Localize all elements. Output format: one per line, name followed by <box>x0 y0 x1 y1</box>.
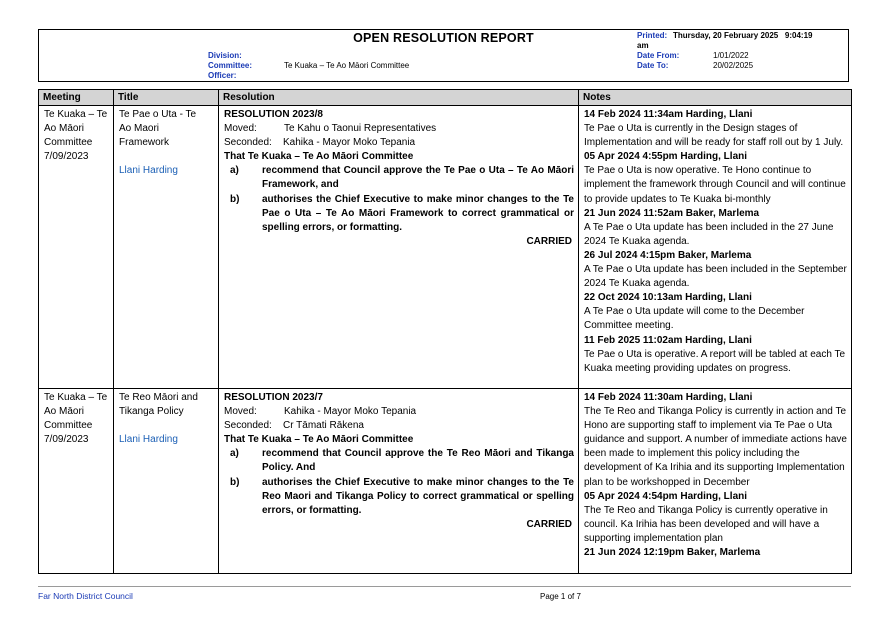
officer-label: Officer: <box>208 71 237 80</box>
note-heading: 14 Feb 2024 11:34am Harding, Llani <box>584 109 753 120</box>
resolution-item: authorises the Chief Executive to make minor changes to the Te Pae o Uta – Te Ao Māori Framework to correct grammatical or spelling errors, or formatting. <box>262 193 574 233</box>
resolution-outcome: CARRIED <box>526 235 572 247</box>
meeting-cell <box>39 106 114 389</box>
note-heading: 14 Feb 2024 11:30am Harding, Llani <box>584 392 753 403</box>
note-body: A Te Pae o Uta update has been included in the September 2024 Te Kuaka agenda. <box>584 264 847 290</box>
resolution-preamble: That Te Kuaka – Te Ao Māori Committee <box>224 151 414 163</box>
moved-value: Kahika - Mayor Moko Tepania <box>284 406 417 418</box>
resolution-cell <box>219 389 579 574</box>
printed-value: Thursday, 20 February 2025 9:04:19 <box>673 31 813 40</box>
meeting-date: 7/09/2023 <box>44 434 89 446</box>
report-title: OPEN RESOLUTION REPORT <box>353 31 534 45</box>
moved-label: Moved: <box>224 406 257 418</box>
resolution-heading: RESOLUTION 2023/8 <box>224 109 323 120</box>
division-label: Division: <box>208 51 242 60</box>
printed-value-cont: am <box>637 41 649 50</box>
meeting-text: Ao Māori <box>44 123 85 135</box>
header-title: Title <box>114 90 219 106</box>
note-body: The Te Reo and Tikanga Policy is currently operative in council. Ka Irihia has been developed and will have a supporting implementation plan <box>584 504 828 544</box>
footer-organisation: Far North District Council <box>38 591 133 601</box>
item-marker: b) <box>230 193 240 205</box>
item-marker: b) <box>230 476 240 488</box>
note-heading: 11 Feb 2025 11:02am Harding, Llani <box>584 334 752 346</box>
note-body: The Te Reo and Tikanga Policy is currently in action and Te Hono are supporting staff to implement via Te Pae o Uta guidance and support. A number of immediate actions have been made to implement this policy including the development of Ka Irihia and its supporting Implementation plan to be workshopped in December <box>584 406 847 488</box>
table-row <box>39 106 852 389</box>
committee-value: Te Kuaka – Te Ao Māori Committee <box>284 61 410 70</box>
meeting-date: 7/09/2023 <box>44 151 89 163</box>
resolution-cell <box>219 106 579 389</box>
note-body: A Te Pae o Uta update will come to the December Committee meeting. <box>584 306 805 332</box>
meeting-text: Te Kuaka – Te <box>44 392 108 403</box>
note-body: Te Pae o Uta is operative. A report will be tabled at each Te Kuaka meeting providing updates on progress. <box>584 348 846 374</box>
printed-label: Printed: <box>637 31 668 40</box>
notes-cell <box>579 106 852 389</box>
officer-name: Llani Harding <box>119 165 178 177</box>
date-from-value: 1/01/2022 <box>713 51 749 60</box>
resolution-preamble: That Te Kuaka – Te Ao Māori Committee <box>224 434 414 446</box>
resolution-item: authorises the Chief Executive to make minor changes to the Te Reo Maori and Tikanga Policy to correct grammatical or spelling errors, or formatting. <box>262 476 574 516</box>
note-heading: 21 Jun 2024 12:19pm Baker, Marlema <box>584 547 761 559</box>
note-body: Te Pae o Uta is now operative. Te Hono continue to implement the framework through Council and will continue to provide updates to Te Kuaka bi-monthly <box>584 165 846 205</box>
report-header <box>38 29 849 82</box>
title-cell <box>114 106 219 389</box>
footer-page-number: Page 1 of 7 <box>540 592 581 601</box>
seconded-value: Cr Tāmati Rākena <box>283 420 364 432</box>
date-from-label: Date From: <box>637 51 680 60</box>
officer-name: Llani Harding <box>119 434 178 446</box>
title-text: Te Pae o Uta - Te <box>119 109 197 120</box>
committee-label: Committee: <box>208 61 253 70</box>
date-to-label: Date To: <box>637 61 669 70</box>
item-marker: a) <box>230 165 239 177</box>
title-text: Framework <box>119 137 170 149</box>
resolution-item: recommend that Council approve the Te Pae o Uta – Te Ao Māori Framework, and <box>262 165 574 191</box>
resolution-table <box>38 89 852 574</box>
meeting-text: Committee <box>44 420 93 432</box>
header-meeting: Meeting <box>39 90 114 106</box>
note-body: A Te Pae o Uta update has been included in the 27 June 2024 Te Kuaka agenda. <box>584 221 834 247</box>
notes-cell <box>579 389 852 574</box>
title-text: Ao Maori <box>119 123 160 135</box>
item-marker: a) <box>230 448 239 460</box>
note-heading: 05 Apr 2024 4:55pm Harding, Llani <box>584 151 748 163</box>
note-heading: 21 Jun 2024 11:52am Baker, Marlema <box>584 207 760 219</box>
note-heading: 22 Oct 2024 10:13am Harding, Llani <box>584 292 752 304</box>
table-row <box>39 389 852 574</box>
meeting-text: Committee <box>44 137 93 149</box>
header-notes: Notes <box>579 90 852 106</box>
table-header-row <box>39 90 852 106</box>
title-text: Tikanga Policy <box>119 406 184 418</box>
note-body: Te Pae o Uta is currently in the Design stages of Implementation and will be ready for staff roll out by 1 July. <box>584 123 844 149</box>
meeting-text: Te Kuaka – Te <box>44 109 108 120</box>
date-to-value: 20/02/2025 <box>713 61 754 70</box>
seconded-label: Seconded: <box>224 420 272 432</box>
moved-label: Moved: <box>224 123 257 135</box>
moved-value: Te Kahu o Taonui Representatives <box>284 123 437 135</box>
seconded-label: Seconded: <box>224 137 272 149</box>
resolution-outcome: CARRIED <box>526 518 572 530</box>
footer-divider <box>38 586 851 587</box>
meeting-text: Ao Māori <box>44 406 85 418</box>
note-heading: 05 Apr 2024 4:54pm Harding, Llani <box>584 490 748 502</box>
note-heading: 26 Jul 2024 4:15pm Baker, Marlema <box>584 249 752 261</box>
resolution-item: recommend that Council approve the Te Reo Māori and Tikanga Policy. And <box>262 448 574 474</box>
seconded-value: Kahika - Mayor Moko Tepania <box>283 137 416 149</box>
meeting-cell <box>39 389 114 574</box>
title-cell <box>114 389 219 574</box>
resolution-heading: RESOLUTION 2023/7 <box>224 392 323 403</box>
header-resolution: Resolution <box>219 90 579 106</box>
title-text: Te Reo Māori and <box>119 392 198 403</box>
